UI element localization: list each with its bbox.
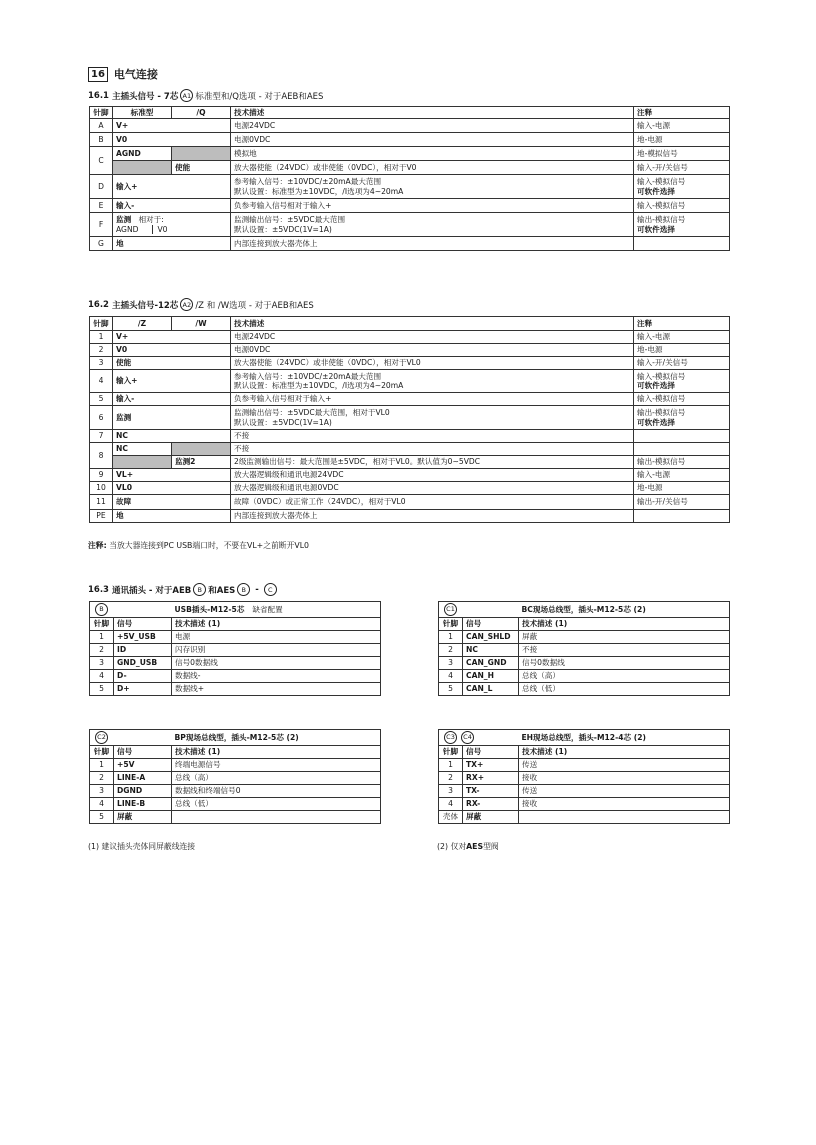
note-line: 输出-模拟信号: [637, 408, 686, 417]
signal-cell: TX+: [463, 759, 519, 772]
table-row: [90, 456, 730, 469]
table-row: [90, 644, 381, 657]
description-cell: 传送: [519, 785, 730, 798]
pin-cell: 7: [90, 430, 113, 443]
table-row: [90, 161, 730, 175]
chapter-title: 电气连接: [113, 68, 158, 81]
table-row: [90, 393, 730, 406]
section-title: 通讯插头 - 对于AEB: [111, 585, 192, 596]
chapter-heading: [88, 66, 158, 82]
note-cell: 地-电源: [634, 482, 730, 495]
table-row: [90, 331, 730, 344]
header-signal: 信号: [463, 746, 519, 759]
table-row: [90, 147, 730, 161]
footnote-text: 型阀: [483, 842, 499, 851]
note-cell: 输入-开/关信号: [634, 357, 730, 370]
signal-cell: 监测2: [172, 456, 231, 469]
signal-cell: NC: [113, 430, 231, 443]
description-cell: 接收: [519, 798, 730, 811]
signal-cell: AGND: [113, 147, 172, 161]
header-description: 技术描述 (1): [519, 746, 730, 759]
signal-cell: NC: [463, 644, 519, 657]
footnote-usb: [88, 540, 309, 551]
table-row: [90, 357, 730, 370]
description-cell: 内部连接到放大器壳体上: [231, 237, 634, 251]
description-cell: 信号0数据线: [172, 657, 381, 670]
header-description: 技术描述 (1): [519, 618, 730, 631]
description-cell: 放大器使能（24VDC）或非使能（0VDC），相对于V0: [231, 161, 634, 175]
pin-cell: B: [90, 133, 113, 147]
table-row: [439, 657, 730, 670]
connector-badge-icon: C: [264, 583, 277, 596]
description-cell: 电源24VDC: [231, 331, 634, 344]
description-cell: 传送: [519, 759, 730, 772]
pin-cell: 10: [90, 482, 113, 495]
signal-cell: 地: [113, 510, 231, 523]
relative-label: 相对于:: [138, 215, 164, 224]
table-row: [90, 772, 381, 785]
description-cell: 不接: [231, 443, 634, 456]
description-cell: 不接: [519, 644, 730, 657]
description-cell: 总线（低）: [172, 798, 381, 811]
section-number: 16.3: [88, 584, 109, 595]
pin-cell: 1: [90, 759, 114, 772]
connector-title: BP现场总线型，插头-M12-5芯 (2): [172, 730, 381, 746]
note-cell: 地-电源: [634, 344, 730, 357]
description-cell: 终端电源信号: [172, 759, 381, 772]
description-line: 默认设置：标准型为±10VDC，/I选项为4~20mA: [234, 186, 404, 196]
table-row: [439, 811, 730, 824]
header-description: 技术描述 (1): [172, 746, 381, 759]
note-cell: [634, 430, 730, 443]
pin-cell: 壳体: [439, 811, 463, 824]
table-row: [90, 657, 381, 670]
pin-cell: 4: [439, 670, 463, 683]
header-w: /W: [172, 317, 231, 331]
pin-cell: E: [90, 199, 113, 213]
pin-cell: 11: [90, 495, 113, 510]
pin-cell: 6: [90, 406, 113, 430]
header-pin: 针脚: [90, 618, 114, 631]
chapter-number: 16: [88, 67, 108, 82]
signal-cell: 使能: [113, 357, 231, 370]
pin-cell: D: [90, 175, 113, 199]
signal-cell: 故障: [113, 495, 231, 510]
description-cell: 故障（0VDC）或正常工作（24VDC），相对于VL0: [231, 495, 634, 510]
footnote-bold: AES: [466, 842, 484, 851]
header-description: 技术描述 (1): [172, 618, 381, 631]
signal-cell: 使能: [172, 161, 231, 175]
description-cell: 不接: [231, 430, 634, 443]
header-q: /Q: [172, 107, 231, 119]
pin-cell: 9: [90, 469, 113, 482]
note-cell: 输入-模拟信号: [634, 199, 730, 213]
header-signal: 信号: [114, 746, 172, 759]
pin-cell: 2: [90, 344, 113, 357]
connector-badge-icon: A2: [180, 298, 193, 311]
section-title-mid: 和AES: [208, 585, 236, 596]
table-row: [90, 213, 730, 237]
signal-cell: CAN_GND: [463, 657, 519, 670]
description-line: 默认设置：标准型为±10VDC，/I选项为4~20mA: [234, 381, 404, 390]
note-cell: 地-模拟信号: [634, 147, 730, 161]
table-row: [90, 495, 730, 510]
table-main-7pin: [89, 106, 730, 251]
table-row: [90, 469, 730, 482]
pin-cell: 2: [90, 644, 114, 657]
description-cell: 放大器逻辑级和通讯电源0VDC: [231, 482, 634, 495]
description-cell: 负参考输入信号相对于输入+: [231, 393, 634, 406]
pin-cell: 5: [90, 811, 114, 824]
table-row: [439, 785, 730, 798]
signal-cell: CAN_L: [463, 683, 519, 696]
table-row: [90, 510, 730, 523]
note-cell: [634, 443, 730, 456]
pin-cell: 3: [90, 785, 114, 798]
header-pin: 针脚: [90, 317, 113, 331]
signal-cell: 输入+: [113, 175, 231, 199]
note-cell: 输入-开/关信号: [634, 161, 730, 175]
pin-cell: 1: [90, 631, 114, 644]
description-line: 默认设置：±5VDC(1V=1A): [234, 224, 332, 234]
section-number: 16.1: [88, 90, 109, 101]
signal-cell: V0: [113, 344, 231, 357]
header-signal: 信号: [463, 618, 519, 631]
note-cell: [634, 237, 730, 251]
section-title: 主插头信号 - 7芯: [111, 91, 179, 102]
pin-cell: 4: [90, 370, 113, 393]
pin-cell: 2: [439, 644, 463, 657]
connector-badge-icon: C3: [444, 731, 457, 744]
signal-cell: V0: [113, 133, 231, 147]
signal-cell: LINE-A: [114, 772, 172, 785]
pin-cell: 3: [439, 657, 463, 670]
signal-cell: V+: [113, 119, 231, 133]
note-line: 可软件选择: [637, 224, 675, 234]
signal-cell: VL0: [113, 482, 231, 495]
table-row: [439, 798, 730, 811]
section-title-suffix: /Z 和 /W选项 - 对于AEB和AES: [195, 300, 314, 311]
table-row: [90, 785, 381, 798]
description-cell: 电源24VDC: [231, 119, 634, 133]
table-row: [90, 798, 381, 811]
pin-cell: 2: [439, 772, 463, 785]
note-line: 输入-模拟信号: [637, 177, 686, 186]
signal-cell: ID: [114, 644, 172, 657]
connector-title-extra: 缺省配置: [252, 604, 283, 614]
section-dash: -: [255, 584, 259, 595]
table-row: [90, 133, 730, 147]
table-row: [439, 670, 730, 683]
description-cell: 接收: [519, 772, 730, 785]
signal-cell: D-: [114, 670, 172, 683]
note-line: 可软件选择: [637, 381, 675, 390]
signal-cell: 输入+: [113, 370, 231, 393]
description-cell: 放大器使能（24VDC）或非使能（0VDC），相对于VL0: [231, 357, 634, 370]
table-row: [90, 430, 730, 443]
signal-cell: LINE-B: [114, 798, 172, 811]
section-16-2-heading: [88, 298, 314, 311]
footnote-shield: [88, 841, 195, 852]
table-bp-fieldbus: [89, 729, 381, 824]
connector-badge-icon: C4: [461, 731, 474, 744]
table-row: [439, 759, 730, 772]
signal-cell: DGND: [114, 785, 172, 798]
note-cell: [634, 510, 730, 523]
note-cell: 输入-模拟信号: [634, 393, 730, 406]
footnote-text: (2) 仅对: [437, 842, 467, 851]
table-row: [90, 237, 730, 251]
connector-badge-icon: C2: [95, 731, 108, 744]
signal-cell: VL+: [113, 469, 231, 482]
signal-cell: CAN_SHLD: [463, 631, 519, 644]
pin-cell: G: [90, 237, 113, 251]
connector-badge-icon: B: [237, 583, 250, 596]
note-cell: 输入-电源: [634, 331, 730, 344]
note-line: 可软件选择: [637, 417, 675, 427]
description-line: 参考输入信号：±10VDC/±20mA最大范围: [234, 371, 382, 381]
table-row: [90, 683, 381, 696]
connector-title: EH现场总线型，插头-M12-4芯 (2): [519, 730, 730, 746]
note-cell: 输入-电源: [634, 469, 730, 482]
table-row: [90, 482, 730, 495]
pin-cell: 2: [90, 772, 114, 785]
pin-cell: 8: [90, 443, 113, 469]
note-cell: 输入-电源: [634, 119, 730, 133]
table-row: [90, 443, 730, 456]
table-row: [90, 670, 381, 683]
footnote-aes-only: [437, 841, 499, 852]
signal-cell: 输入-: [113, 393, 231, 406]
table-row: [90, 199, 730, 213]
header-pin: 针脚: [439, 746, 463, 759]
ref-agnd: AGND: [116, 224, 139, 234]
table-row: [439, 644, 730, 657]
description-cell: 数据线和终端信号0: [172, 785, 381, 798]
shaded-cell: [172, 147, 231, 161]
header-pin: 针脚: [439, 618, 463, 631]
header-description: 技术描述: [231, 317, 634, 331]
signal-cell: NC: [113, 443, 172, 456]
signal-cell: RX+: [463, 772, 519, 785]
pin-cell: PE: [90, 510, 113, 523]
pin-cell: 5: [90, 683, 114, 696]
connector-badge-icon: B: [193, 583, 206, 596]
header-description: 技术描述: [231, 107, 634, 119]
signal-cell: V+: [113, 331, 231, 344]
description-cell: 总线（高）: [172, 772, 381, 785]
pin-cell: 4: [90, 670, 114, 683]
footnote-text: (1) 建议插头壳体同屏蔽线连接: [88, 842, 196, 851]
signal-cell: RX-: [463, 798, 519, 811]
description-line: 参考输入信号：±10VDC/±20mA最大范围: [234, 177, 382, 186]
signal-cell: CAN_H: [463, 670, 519, 683]
pin-cell: 4: [90, 798, 114, 811]
header-standard: 标准型: [113, 107, 172, 119]
description-cell: 2级监测输出信号：最大范围是±5VDC，相对于VL0。默认值为0~5VDC: [231, 456, 634, 469]
table-row: [90, 631, 381, 644]
description-cell: 负参考输入信号相对于输入+: [231, 199, 634, 213]
pin-cell: 3: [90, 657, 114, 670]
footnote-label: 注释:: [88, 541, 107, 550]
table-row: [90, 175, 730, 199]
pin-cell: 1: [90, 331, 113, 344]
description-cell: 放大器逻辑级和通讯电源24VDC: [231, 469, 634, 482]
signal-cell: 屏蔽: [463, 811, 519, 824]
signal-cell: 地: [113, 237, 231, 251]
header-note: 注释: [634, 107, 730, 119]
pin-cell: A: [90, 119, 113, 133]
section-title: 主插头信号-12芯: [111, 300, 179, 311]
connector-badge-icon: C1: [444, 603, 457, 616]
signal-label: 监测: [116, 215, 132, 224]
description-cell: 模拟地: [231, 147, 634, 161]
signal-cell: 输入-: [113, 199, 231, 213]
header-pin: 针脚: [90, 746, 114, 759]
connector-title: BC现场总线型，插头-M12-5芯 (2): [519, 602, 730, 618]
pin-cell: F: [90, 213, 113, 237]
ref-v0: V0: [157, 224, 168, 234]
description-line: 监测输出信号：±5VDC最大范围，相对于VL0: [234, 408, 390, 417]
description-cell: 屏蔽: [519, 631, 730, 644]
signal-cell: GND_USB: [114, 657, 172, 670]
table-row: [90, 370, 730, 393]
header-z: /Z: [113, 317, 172, 331]
shaded-cell: [172, 443, 231, 456]
pin-cell: 4: [439, 798, 463, 811]
description-line: 默认设置：±5VDC(1V=1A): [234, 417, 332, 427]
pin-cell: 1: [439, 759, 463, 772]
footnote-text: 当放大器连接到PC USB端口时，不要在VL+之前断开VL0: [109, 541, 310, 550]
shaded-cell: [113, 456, 172, 469]
connector-title: USB插头-M12-5芯: [174, 604, 245, 614]
table-row: [90, 811, 381, 824]
header-signal: 信号: [114, 618, 172, 631]
signal-cell: TX-: [463, 785, 519, 798]
header-pin: 针脚: [90, 107, 113, 119]
table-row: [90, 406, 730, 430]
section-16-1-heading: [88, 89, 323, 102]
table-eh-fieldbus: [438, 729, 730, 824]
table-usb-connector: [89, 601, 381, 696]
section-number: 16.2: [88, 299, 109, 310]
header-note: 注释: [634, 317, 730, 331]
description-cell: 数据线+: [172, 683, 381, 696]
table-row: [439, 772, 730, 785]
table-row: [90, 344, 730, 357]
signal-cell: D+: [114, 683, 172, 696]
signal-cell: 监测: [113, 406, 231, 430]
signal-cell: 屏蔽: [114, 811, 172, 824]
description-cell: 闪存识别: [172, 644, 381, 657]
description-cell: 内部连接到放大器壳体上: [231, 510, 634, 523]
shaded-cell: [113, 161, 172, 175]
description-cell: [172, 811, 381, 824]
description-cell: 电源: [172, 631, 381, 644]
description-cell: 电源0VDC: [231, 133, 634, 147]
pin-cell: 3: [90, 357, 113, 370]
note-line: 输出-模拟信号: [637, 215, 686, 224]
note-cell: 地-电源: [634, 133, 730, 147]
pin-cell: C: [90, 147, 113, 175]
signal-cell: +5V: [114, 759, 172, 772]
table-row: [90, 759, 381, 772]
description-cell: 总线（低）: [519, 683, 730, 696]
description-cell: [519, 811, 730, 824]
connector-badge-icon: A1: [180, 89, 193, 102]
note-cell: 输出-模拟信号: [634, 456, 730, 469]
description-cell: 总线（高）: [519, 670, 730, 683]
table-bc-fieldbus: [438, 601, 730, 696]
section-16-3-heading: [88, 583, 279, 596]
signal-cell: +5V_USB: [114, 631, 172, 644]
description-cell: 电源0VDC: [231, 344, 634, 357]
connector-badge-icon: B: [95, 603, 108, 616]
pin-cell: 3: [439, 785, 463, 798]
description-cell: 信号0数据线: [519, 657, 730, 670]
pin-cell: 1: [439, 631, 463, 644]
table-row: [90, 119, 730, 133]
pin-cell: 5: [90, 393, 113, 406]
description-cell: 数据线-: [172, 670, 381, 683]
section-title-suffix: 标准型和/Q选项 - 对于AEB和AES: [195, 91, 324, 102]
pin-cell: 5: [439, 683, 463, 696]
note-cell: 输出-开/关信号: [634, 495, 730, 510]
table-main-12pin: [89, 316, 730, 523]
table-row: [439, 631, 730, 644]
description-line: 监测输出信号：±5VDC最大范围: [234, 215, 346, 224]
note-line: 可软件选择: [637, 186, 675, 196]
note-line: 输入-模拟信号: [637, 371, 686, 381]
table-row: [439, 683, 730, 696]
